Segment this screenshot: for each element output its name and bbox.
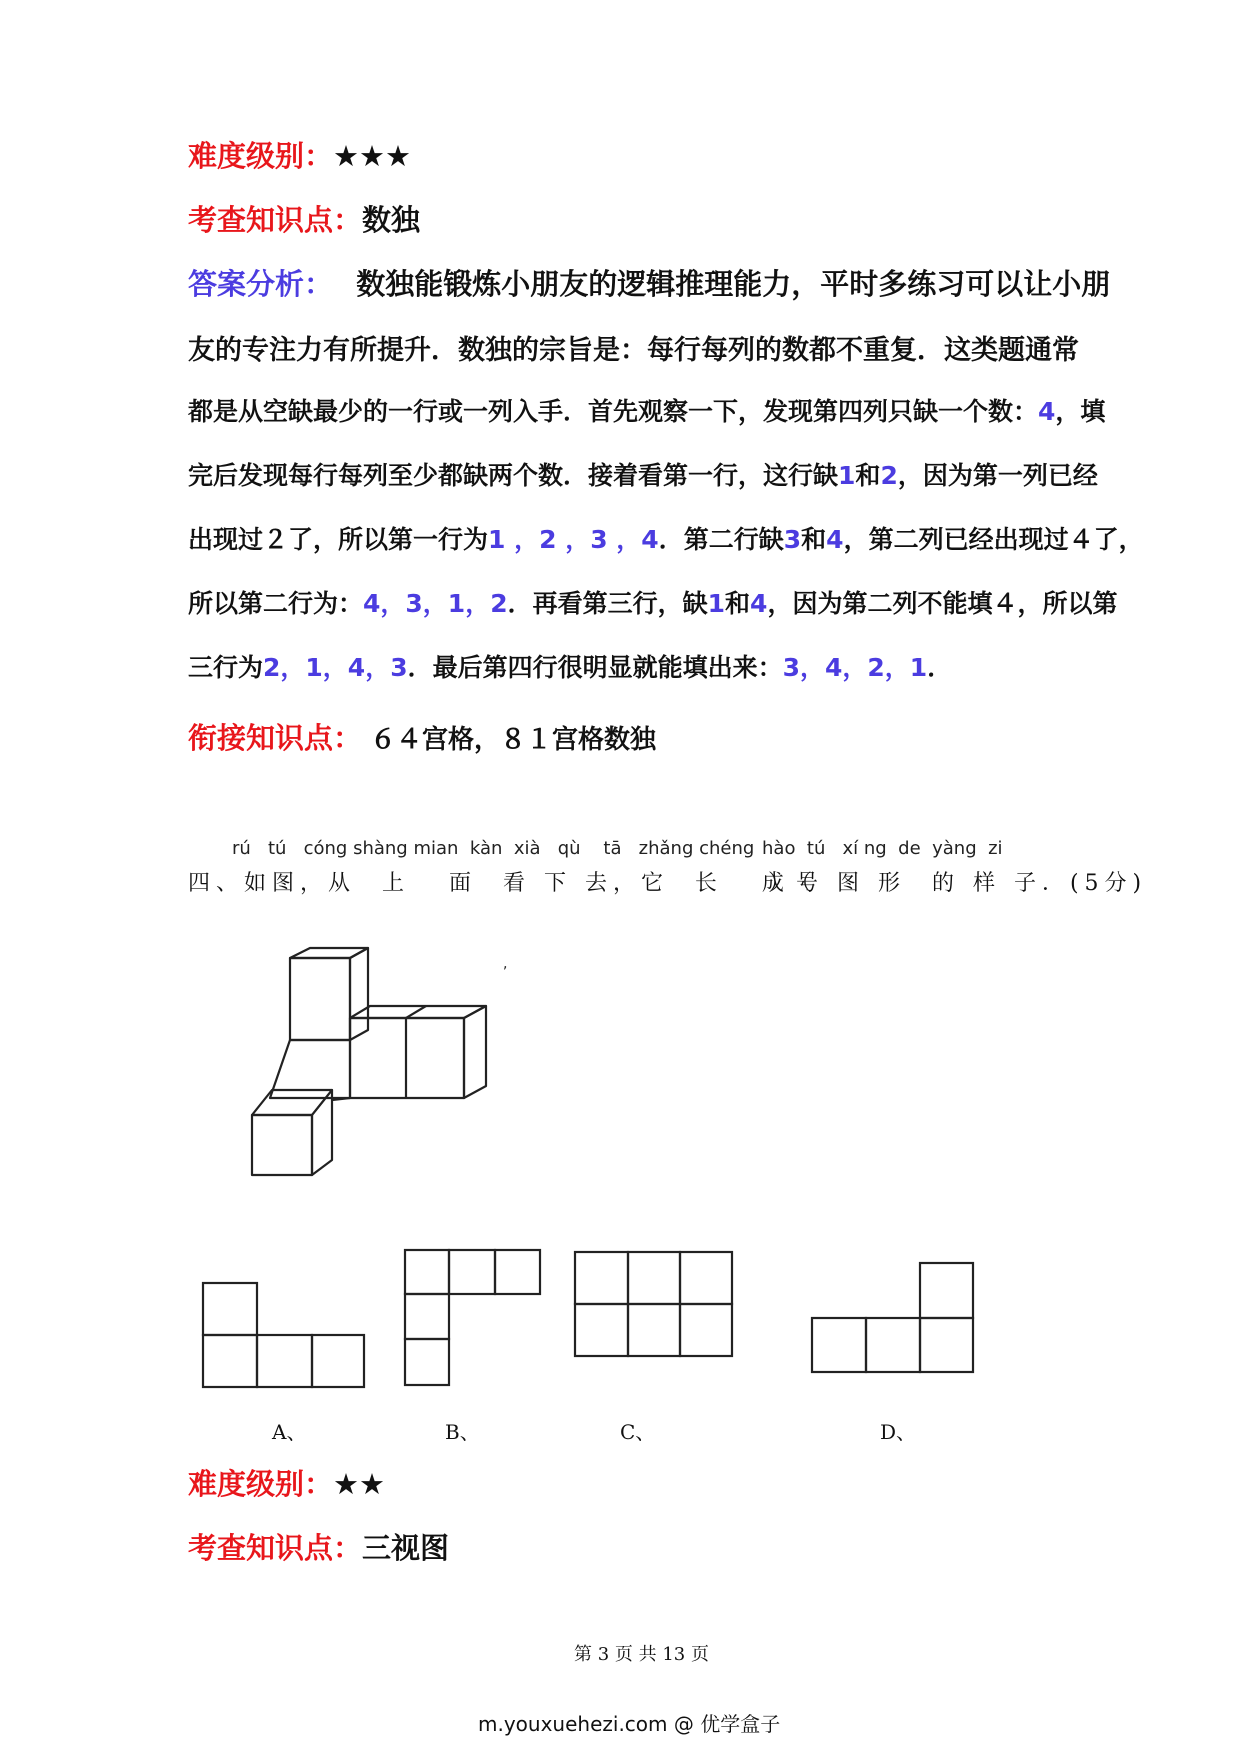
- answer-num: 2: [880, 461, 898, 490]
- option-c-cell: [680, 1252, 732, 1304]
- answer-text: ，因为第二列不能填４，所以第: [767, 589, 1118, 618]
- knowledge-label: 考查知识点：: [188, 1531, 363, 1565]
- answer-text: ，填: [1055, 397, 1106, 426]
- answer-line-7-text: 三行为: [188, 653, 264, 682]
- page-number: 第 3 页 共 13 页: [574, 1644, 709, 1665]
- answer-line-6-text: 所以第二行为：: [188, 589, 364, 618]
- question-text-right: ）号 图 形 的 样 子．(5分): [768, 871, 1148, 896]
- answer-line-2: 友的专注力有所提升．数独的宗旨是：每行每列的数都不重复．这类题通常: [188, 335, 1079, 366]
- answer-seq: 2，1，4，3: [263, 653, 408, 682]
- option-c-cell: [575, 1304, 628, 1356]
- pinyin-left: rú tú cóng shàng mian kàn xià qù tā zhǎng chéng: [232, 838, 755, 859]
- option-b-cell: [405, 1339, 449, 1385]
- difficulty-label: 难度级别：: [188, 1467, 334, 1501]
- answer-seq: 4，3，1，2: [363, 589, 508, 618]
- answer-line-4-text: 完后发现每行每列至少都缺两个数．接着看第一行，这行缺: [188, 461, 839, 490]
- answer-num: 1: [707, 589, 726, 618]
- link-value: ６４宫格，８１宫格数独: [370, 725, 657, 755]
- option-d-label: D、: [880, 1420, 917, 1444]
- answer-text: 和: [801, 525, 827, 554]
- knowledge-value: 数独: [362, 203, 421, 237]
- option-a-cell: [257, 1335, 312, 1387]
- answer-num: 4: [826, 525, 844, 554]
- answer-text: ．再看第三行，缺: [507, 589, 708, 618]
- answer-seq: 3，4，2，1: [782, 653, 928, 682]
- option-c-label: C、: [620, 1420, 656, 1444]
- answer-line-3-text: 都是从空缺最少的一行或一列入手．首先观察一下，发现第四列只缺一个数：: [188, 397, 1039, 426]
- answer-num: 1: [838, 461, 856, 490]
- option-b-label: B、: [445, 1420, 480, 1444]
- answer-line-5-text: 出现过２了，所以第一行为: [188, 525, 489, 554]
- answer-label: 答案分析：: [188, 267, 334, 301]
- site-link[interactable]: m.youxuehezi.com @ 优学盒子: [478, 1712, 781, 1736]
- difficulty-stars: ★★★: [333, 139, 412, 173]
- option-b-cell: [495, 1250, 540, 1294]
- question-text-left: 四、如图，从 上 面 看 下 去，它 长 成（: [188, 871, 818, 896]
- difficulty-label: 难度级别：: [188, 139, 334, 173]
- option-d-cell: [920, 1263, 973, 1318]
- knowledge-row-2: [188, 1526, 449, 1567]
- answer-text: 和: [855, 461, 881, 490]
- knowledge-label: 考查知识点：: [188, 203, 363, 237]
- answer-text: ，第二列已经出现过４了，: [843, 525, 1144, 554]
- answer-text: ．第二行缺: [658, 525, 784, 554]
- answer-text: ．最后第四行很明显就能填出来：: [407, 653, 783, 682]
- option-b-cell: [405, 1250, 449, 1294]
- link-label: 衔接知识点：: [188, 721, 363, 755]
- option-a-cell: [203, 1335, 257, 1387]
- option-b-cell: [449, 1250, 495, 1294]
- svg-text:,: ,: [503, 956, 508, 972]
- pinyin-right: hào tú xí ng de yàng zi: [762, 838, 1003, 859]
- option-a-cell: [203, 1283, 257, 1335]
- difficulty-stars: ★★: [333, 1467, 386, 1501]
- difficulty-row-2: [188, 1462, 385, 1503]
- knowledge-value: 三视图: [362, 1531, 450, 1565]
- answer-seq: 1 ，2 ，3 ，4: [488, 525, 659, 554]
- option-a-cell: [312, 1335, 364, 1387]
- option-c-cell: [628, 1252, 680, 1304]
- option-d-cell: [866, 1318, 920, 1372]
- option-c-cell: [628, 1304, 680, 1356]
- option-c-cell: [575, 1252, 628, 1304]
- answer-num: 4: [750, 589, 768, 618]
- answer-text: ，因为第一列已经: [897, 461, 1098, 490]
- answer-line-1: 数独能锻炼小朋友的逻辑推理能力，平时多练习可以让小朋: [356, 267, 1111, 301]
- option-d-cell: [812, 1318, 866, 1372]
- option-d-cell: [920, 1318, 973, 1372]
- answer-num: 4: [1038, 397, 1056, 426]
- answer-num: 3: [783, 525, 802, 554]
- option-a-label: A、: [272, 1420, 307, 1444]
- option-c-cell: [680, 1304, 732, 1356]
- answer-text: ．: [927, 653, 953, 682]
- option-b-cell: [405, 1294, 449, 1339]
- answer-text: 和: [725, 589, 751, 618]
